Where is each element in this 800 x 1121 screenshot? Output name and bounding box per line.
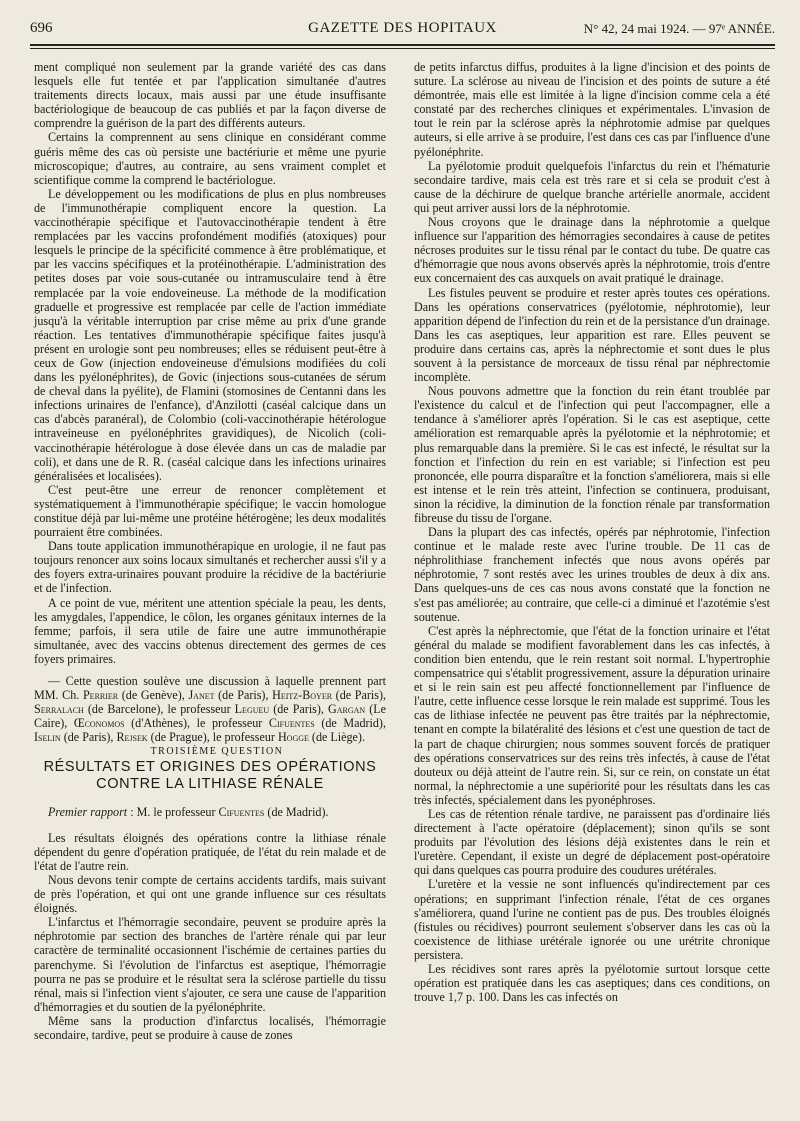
author-name: Iselin: [34, 730, 61, 745]
paragraph: C'est après la néphrectomie, que l'état de la fonction urinaire et l'état général du malade se modifient favorablement dans les cas infectés, à condition bien entendu, que le rein restant soit normal. L'hypertrophie compensatrice qui s'établit progressivement, assure la dépuration urinaire et si le rein sain est peu affecté fonctionnellement par l'influence de l'autre, cette influence cesse lorsque le rein malade est supprimé. Tous les cas de lithiase infectée ne peuvent pas être traités par la néphrectomie, tenant en compte la bilatéralité des lésions et c'est une question de tact de la part de chaque chirurgien; nous sommes souvent forcés de pratiquer des opérations conservatrices sur des reins très infectés, à cause de l'état douteux ou déjà atteint de l'autre rein. Si, sur ce rein, on constate un état normal, la néphrectomie a une supériorité pour les résultats dans les cas très infectés, spécialement dans les pyonéphroses.: [414, 623, 770, 807]
journal-title: GAZETTE DES HOPITAUX: [308, 20, 497, 36]
paragraph: Les fistules peuvent se produire et rester après toutes ces opérations. Dans les opérations conservatrices (pyélotomie, néphrotomie), leur apparition dépend de l'infection du rein et de la persistance d'un drainage. Dans les cas aseptiques, leur apparition est rare. Elles peuvent se produire dans certains cas, après la néphrectomie et sont dues le plus souvent à la persistance de morceaux de tissu rénal par néphrectomie incomplète.: [414, 285, 770, 385]
author-name: Janet: [188, 688, 215, 703]
issue-info: N° 42, 24 mai 1924. — 97ᵉ ANNÉE.: [583, 21, 775, 36]
author-name: Cifuentes: [268, 716, 315, 731]
paragraph: Dans toute application immunothérapique en urologie, il ne faut pas toujours renoncer aux soins locaux simultanés et rechercher aussi s'il y a des foyers extra-urinaires pouvant produire la récidive de la bactériurie et de l'infection.: [34, 539, 386, 596]
author-name: Heitz-Boyer: [272, 688, 333, 703]
paragraph: Le développement ou les modifications de plus en plus nombreuses de l'immunothérapie compliquent encore la question. La vaccinothérapie spécifique et l'autovaccinothérapie tendent à être remplacées par les vaccins profondément modifiés (atoxiques) pour lesquels le principe de la spécificité commence à être problématique, et par les vaccins spécifiques et la protéinothérapie. L'administration des petites doses par voie sous-cutanée ou intramusculaire tend à être remplacée par la voie endoveineuse. La méthode de la modification graduelle et progressive est remplacée par celle de l'action immédiate jusqu'à la véritable interruption par crise même au prix d'une grande réaction. Les tentatives d'immunothérapie spécifique faites jusqu'à présent en urologie sont peu nombreuses; elles se réduisent peut-être à ceux de Gow (injection endoveineuse d'émulsions modifiées du coli dans les pyélonéphrites), de Govic (injections sous-cutanées de sérum de cheval dans la pyélite), de Flamini (stomosines de Centanni dans les infections urinaires de l'enfance), d'Anzilotti (caséal calcique dans un cas d'abcès paranéral), de Colombio (coli-vaccinothérapie hétérologue intraveineuse en pyélonéphrites gravidiques), de Nicolich (coli-vaccinothérapie hétérologue à dose élevée dans un cas de maladie par coli), et dans une de R. R. (caséal calcique dans les infections urinaires généralisées et localisées).: [34, 186, 386, 483]
author-name: Rejsek: [116, 730, 148, 745]
author-name: Serralach: [34, 702, 84, 717]
header-rule-thick: [30, 44, 775, 46]
paragraph: Certains la comprennent au sens clinique en considérant comme guéris même des cas où persiste une bactériurie et même une pyurie microscopique; d'autres, au contraire, au sens vraiment complet et scientifique comme la comprend le bactériologue.: [34, 130, 386, 187]
author-name: Gargan: [327, 702, 366, 717]
author-name: Legueu: [234, 702, 270, 717]
author-name: Perrier: [82, 688, 119, 703]
page-number: 696: [30, 20, 53, 36]
discussion-paragraph: — Cette question soulève une discussion à laquelle prennent part MM. Ch. Perrier (de Genève), Janet (de Paris), Heitz-Boyer (de Paris), Serralach (de Barcelone), le professeur Legueu (de Paris), Gargan (Le Caire), Œconomos (d'Athènes), le professeur Cifuentes (de Madrid), Iselin (de Paris), Rejsek (de Prague), le professeur Hogge (de Liège).: [34, 674, 386, 745]
author-name: Hogge: [277, 730, 309, 745]
section-label: TROISIÈME QUESTION: [150, 745, 284, 757]
author-name: Œconomos: [73, 716, 125, 731]
left-column: [34, 60, 386, 1042]
paragraph: L'infarctus et l'hémorragie secondaire, peuvent se produire après la néphrotomie par section des branches de l'artère rénale qui par leur caractère de terminalité occasionnent l'ischémie de certaines parties du parenchyme. Si l'évolution de l'infarctus est aseptique, l'hémorragie pourra ne pas se produire et le résultat sera la sclérose partielle du tissu rénal, mais si l'infection vient s'ajouter, ce sera une cause de l'apparition d'hémorragies et du soutien de la pyélonéphrite.: [34, 915, 386, 1014]
paragraph: Les cas de rétention rénale tardive, ne paraissent pas d'ordinaire liés directement à l'acte opératoire (déplacement); sinon qu'ils se sont produits par l'évolution des lésions déjà existentes dans le rein et l'uretère. Cependant, il existe un degré de déplacement post-opératoire qui dans quelques cas pourra produire des coudures urétérales.: [414, 806, 770, 878]
reporter-line: Premier rapport : M. le professeur Cifuentes (de Madrid).: [48, 804, 329, 819]
author-name: Cifuentes: [218, 804, 265, 819]
paragraph: de petits infarctus diffus, produites à la ligne d'incision et des points de suture. La sclérose au niveau de l'incision et des points de suture a été démontrée, mais elle est limitée à la ligne d'incision comme cela a été constaté par des recherches cliniques et expérimentales. L'invasion de tout le rein par la sclérose après la néphrotomie admise par quelques auteurs, si elle arrive à se produire, l'est dans ces cas par l'influence d'une pyélonéphrite.: [414, 60, 770, 159]
paragraph: C'est peut-être une erreur de renoncer complètement et systématiquement à l'immunothérapie spécifique; le vaccin homologue constitue déjà par lui-même une protéine hétérogène; les deux modalités pourraient être combinées.: [34, 482, 386, 540]
header-rule-thin: [30, 48, 775, 49]
paragraph: Les récidives sont rares après la pyélotomie surtout lorsque cette opération est pratiquée dans les cas aseptiques; dans ces conditions, on trouve 1,7 p. 100. Dans les cas infectés on: [414, 962, 770, 1005]
paragraph: Nous devons tenir compte de certains accidents tardifs, mais suivant de près l'opération, et qui ont une grande influence sur ces résultats éloignés.: [34, 872, 386, 916]
reporter-label: Premier rapport: [48, 804, 128, 819]
paragraph: L'uretère et la vessie ne sont influencés qu'indirectement par ces opérations; en supprimant l'infection rénale, l'état de ces organes s'améliorera, quand l'urine ne contient pas de pus. Des troubles éloignés (fistules ou récidives) pourront seulement s'observer dans les cas où la coexistence de lithiase urétérale ignorée ou une urétrite chronique persistera.: [414, 877, 770, 962]
page-header: [30, 16, 775, 42]
paragraph: Même sans la production d'infarctus localisés, l'hémorragie secondaire, tardive, peut se produire à cause de zones: [34, 1013, 386, 1042]
paragraph: Nous croyons que le drainage dans la néphrotomie a quelque influence sur l'apparition des hémorragies secondaires à cause de petites nécroses produites sur le tissu rénal par le contact du tube. De quatre cas d'hémorragie que nous avons observés après la néphrotomie, trois d'entre eux concernaient des cas auxquels on avait pratiqué le drainage.: [414, 215, 770, 286]
paragraph: Dans la plupart des cas infectés, opérés par néphrotomie, l'infection continue et le malade reste avec l'urine trouble. De 11 cas de néphrolithiase franchement infectés que nous avons opérés par néphrotomie, 7 sont restés avec les urines troubles de deux à dix ans. Dans quelques-uns de ces cas nous avons constaté que la fonction ne s'est pas améliorée; au contraire, que celle-ci a diminué et l'azotémie s'est soutenue.: [414, 525, 770, 624]
right-column: [414, 60, 770, 1004]
paragraph: ment compliqué non seulement par la grande variété des cas dans lesquels elle fut tentée et par l'application simultanée d'autres traitements directs locaux, mais aussi par une étude insuffisante bactériologique de beaucoup de cas publiés et par la façon diverse de comprendre la guérison de la part des différents auteurs.: [34, 60, 386, 131]
paragraph: La pyélotomie produit quelquefois l'infarctus du rein et l'hématurie secondaire tardive, mais cela est très rare et si cela se produit c'est à cause de la déchirure de quelque branche artérielle anormale, accident qui peut arriver aussi lors de la néphrotomie.: [414, 158, 770, 215]
paragraph: Les résultats éloignés des opérations contre la lithiase rénale dépendent du genre d'opération pratiquée, de l'état du rein malade et de l'état de l'autre rein.: [34, 830, 386, 873]
paragraph: Nous pouvons admettre que la fonction du rein étant troublée par l'existence du calcul et de l'infection qui peut l'accompagner, elle a tendance à s'améliorer après l'opération. Si le cas est aseptique, cette amélioration est remarquable après la pyélotomie et la néphrotomie; et plus remarquable dans la première. Si le cas est infecté, le résultat sur la fonction et l'infection du rein en est variable; si l'infection est peu prononcée, elle pourra disparaître et la fonction s'améliorera, mais si elle est intense et le rein très atteint, l'infection se continuera, produisant, sinon la récidive, la diminution de la fonction rénale par transformation fibreuse du tissu de l'organe.: [414, 384, 770, 525]
section-title: RÉSULTATS ET ORIGINES DES OPÉRATIONS CONTRE LA LITHIASE RÉNALE: [43, 758, 377, 792]
paragraph: A ce point de vue, méritent une attention spéciale la peau, les dents, les amygdales, l'appendice, le côlon, les organes génitaux internes de la femme; parfois, il sera utile de faire une autre immunothérapie simultanée, avec des vaccins obtenus directement des germes de ces foyers primaires.: [34, 595, 386, 666]
